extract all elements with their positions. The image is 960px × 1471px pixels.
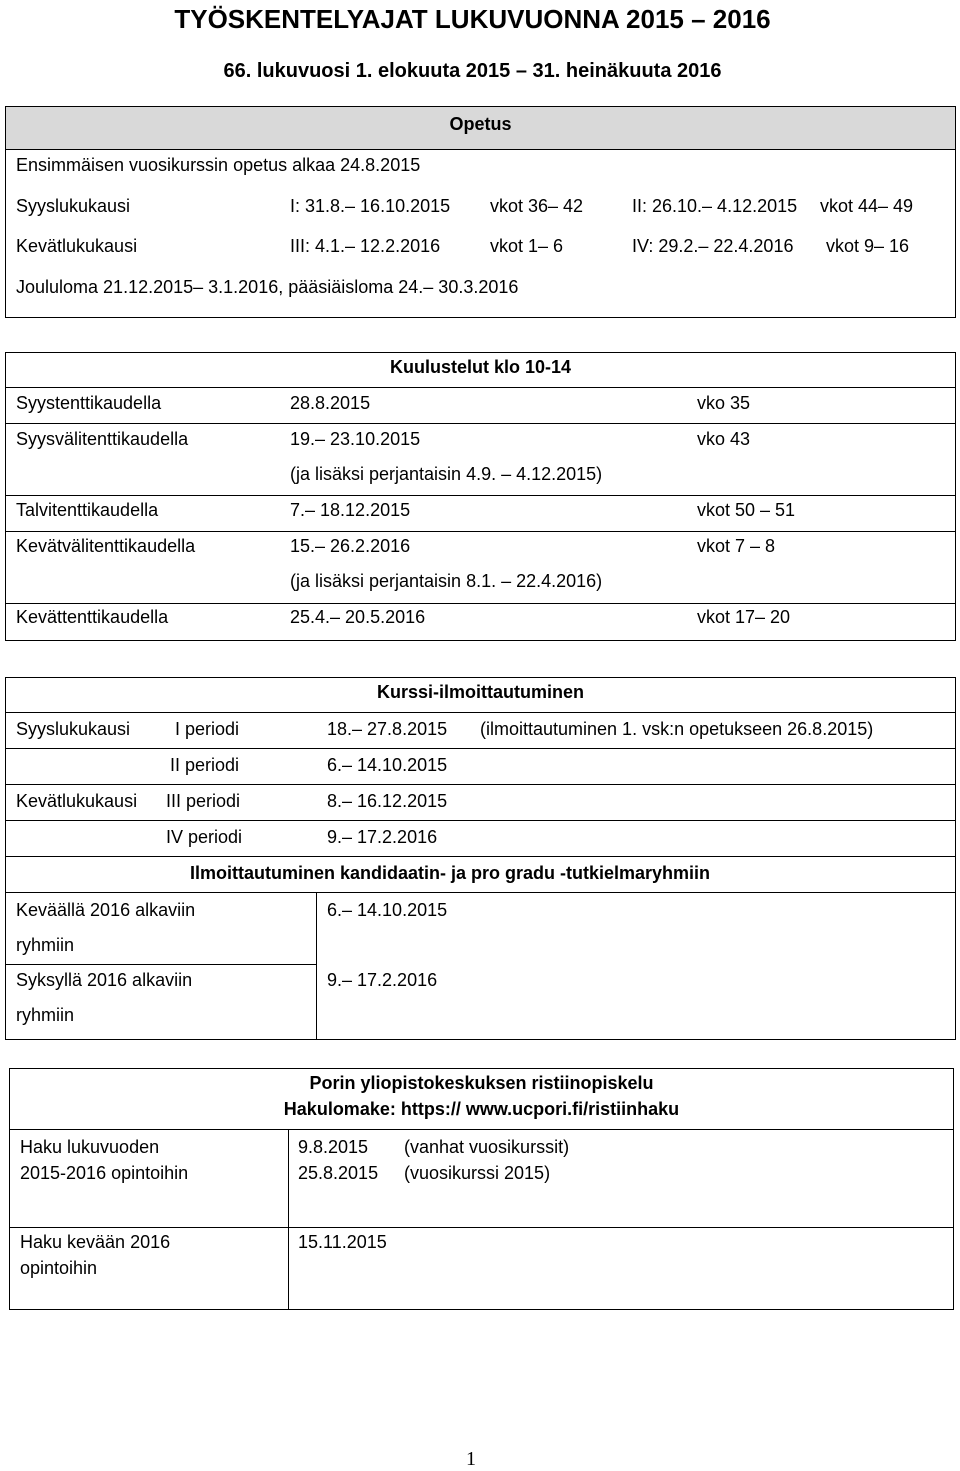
kuulustelut-heading: Kuulustelut klo 10-14 (389, 357, 572, 377)
exam-row-date: 28.8.2015 (290, 393, 371, 413)
thesis-group-label: Syksyllä 2016 alkaviin (16, 970, 193, 990)
period-i: I: 31.8.– 16.10.2015 (290, 196, 451, 216)
pori-form-link[interactable]: Hakulomake: https:// www.ucpori.fi/ristiinhaku (283, 1099, 680, 1119)
thesis-heading: Ilmoittautuminen kandidaatin- ja pro gradu -tutkielmaryhmiin (190, 863, 711, 883)
first-year-start: Ensimmäisen vuosikurssin opetus alkaa 24.8.2015 (16, 155, 421, 175)
exam-row-extra: (ja lisäksi perjantaisin 8.1. – 22.4.2016) (290, 571, 603, 591)
exam-row-date: 15.– 26.2.2016 (290, 536, 411, 556)
exam-row-date: 19.– 23.10.2015 (290, 429, 421, 449)
thesis-group-date: 9.– 17.2.2016 (327, 970, 438, 990)
exam-row-extra: (ja lisäksi perjantaisin 4.9. – 4.12.2015) (290, 464, 603, 484)
pori-heading: Porin yliopistokeskuksen ristiinopiskelu (309, 1073, 654, 1093)
exam-row-label: Talvitenttikaudella (16, 500, 159, 520)
kevatlukukausi-label: Kevätlukukausi (16, 236, 138, 256)
page-subtitle: 66. lukuvuosi 1. elokuuta 2015 – 31. heinäkuuta 2016 (223, 60, 722, 82)
kurssi-period: IV periodi (166, 827, 243, 847)
kurssi-date: 18.– 27.8.2015 (327, 719, 448, 739)
exam-row-date: 7.– 18.12.2015 (290, 500, 411, 520)
holidays: Joululoma 21.12.2015– 3.1.2016, pääsiäisloma 24.– 30.3.2016 (16, 277, 519, 297)
period-iii-weeks: vkot 1– 6 (490, 236, 564, 256)
pori-row-label-2: opintoihin (20, 1258, 98, 1278)
opetus-heading: Opetus (449, 114, 512, 134)
exam-row-week: vko 43 (697, 429, 751, 449)
exam-row-week: vkot 17– 20 (697, 607, 791, 627)
exam-row-label: Kevätvälitenttikaudella (16, 536, 196, 556)
pori-note: (vanhat vuosikurssit) (404, 1137, 570, 1157)
kurssi-term: Kevätlukukausi (16, 791, 138, 811)
pori-row-label-2: 2015-2016 opintoihin (20, 1163, 189, 1183)
exam-row-week: vkot 7 – 8 (697, 536, 776, 556)
pori-date: 15.11.2015 (298, 1232, 387, 1252)
exam-row-week: vko 35 (697, 393, 751, 413)
kurssi-period: I periodi (175, 719, 240, 739)
thesis-group-label: Keväällä 2016 alkaviin (16, 900, 196, 920)
period-iv-weeks: vkot 9– 16 (826, 236, 910, 256)
pori-row-label: Haku kevään 2016 (20, 1232, 171, 1252)
syyslukukausi-label: Syyslukukausi (16, 196, 131, 216)
thesis-group-date: 6.– 14.10.2015 (327, 900, 448, 920)
exam-row-week: vkot 50 – 51 (697, 500, 796, 520)
kurssi-date: 9.– 17.2.2016 (327, 827, 438, 847)
kurssi-date: 8.– 16.12.2015 (327, 791, 448, 811)
kurssi-date: 6.– 14.10.2015 (327, 755, 448, 775)
exam-row-label: Kevättenttikaudella (16, 607, 169, 627)
kurssi-period: II periodi (170, 755, 240, 775)
exam-row-label: Syysvälitenttikaudella (16, 429, 189, 449)
page-number: 1 (466, 1448, 476, 1470)
pori-date: 25.8.2015 (298, 1163, 379, 1183)
pori-note: (vuosikurssi 2015) (404, 1163, 551, 1183)
period-i-weeks: vkot 36– 42 (490, 196, 584, 216)
kurssi-term: Syyslukukausi (16, 719, 131, 739)
period-ii: II: 26.10.– 4.12.2015 (632, 196, 798, 216)
exam-row-date: 25.4.– 20.5.2016 (290, 607, 426, 627)
page-title: TYÖSKENTELYAJAT LUKUVUONNA 2015 – 2016 (174, 4, 771, 34)
kurssi-note: (ilmoittautuminen 1. vsk:n opetukseen 26.8.2015) (480, 719, 874, 739)
kurssi-heading: Kurssi-ilmoittautuminen (376, 682, 584, 702)
exam-row-label: Syystenttikaudella (16, 393, 162, 413)
period-iii: III: 4.1.– 12.2.2016 (290, 236, 441, 256)
thesis-group-label-2: ryhmiin (16, 935, 75, 955)
pori-row-label: Haku lukuvuoden (20, 1137, 160, 1157)
period-iv: IV: 29.2.– 22.4.2016 (632, 236, 794, 256)
kurssi-period: III periodi (166, 791, 241, 811)
thesis-group-label-2: ryhmiin (16, 1005, 75, 1025)
period-ii-weeks: vkot 44– 49 (820, 196, 914, 216)
pori-date: 9.8.2015 (298, 1137, 369, 1157)
